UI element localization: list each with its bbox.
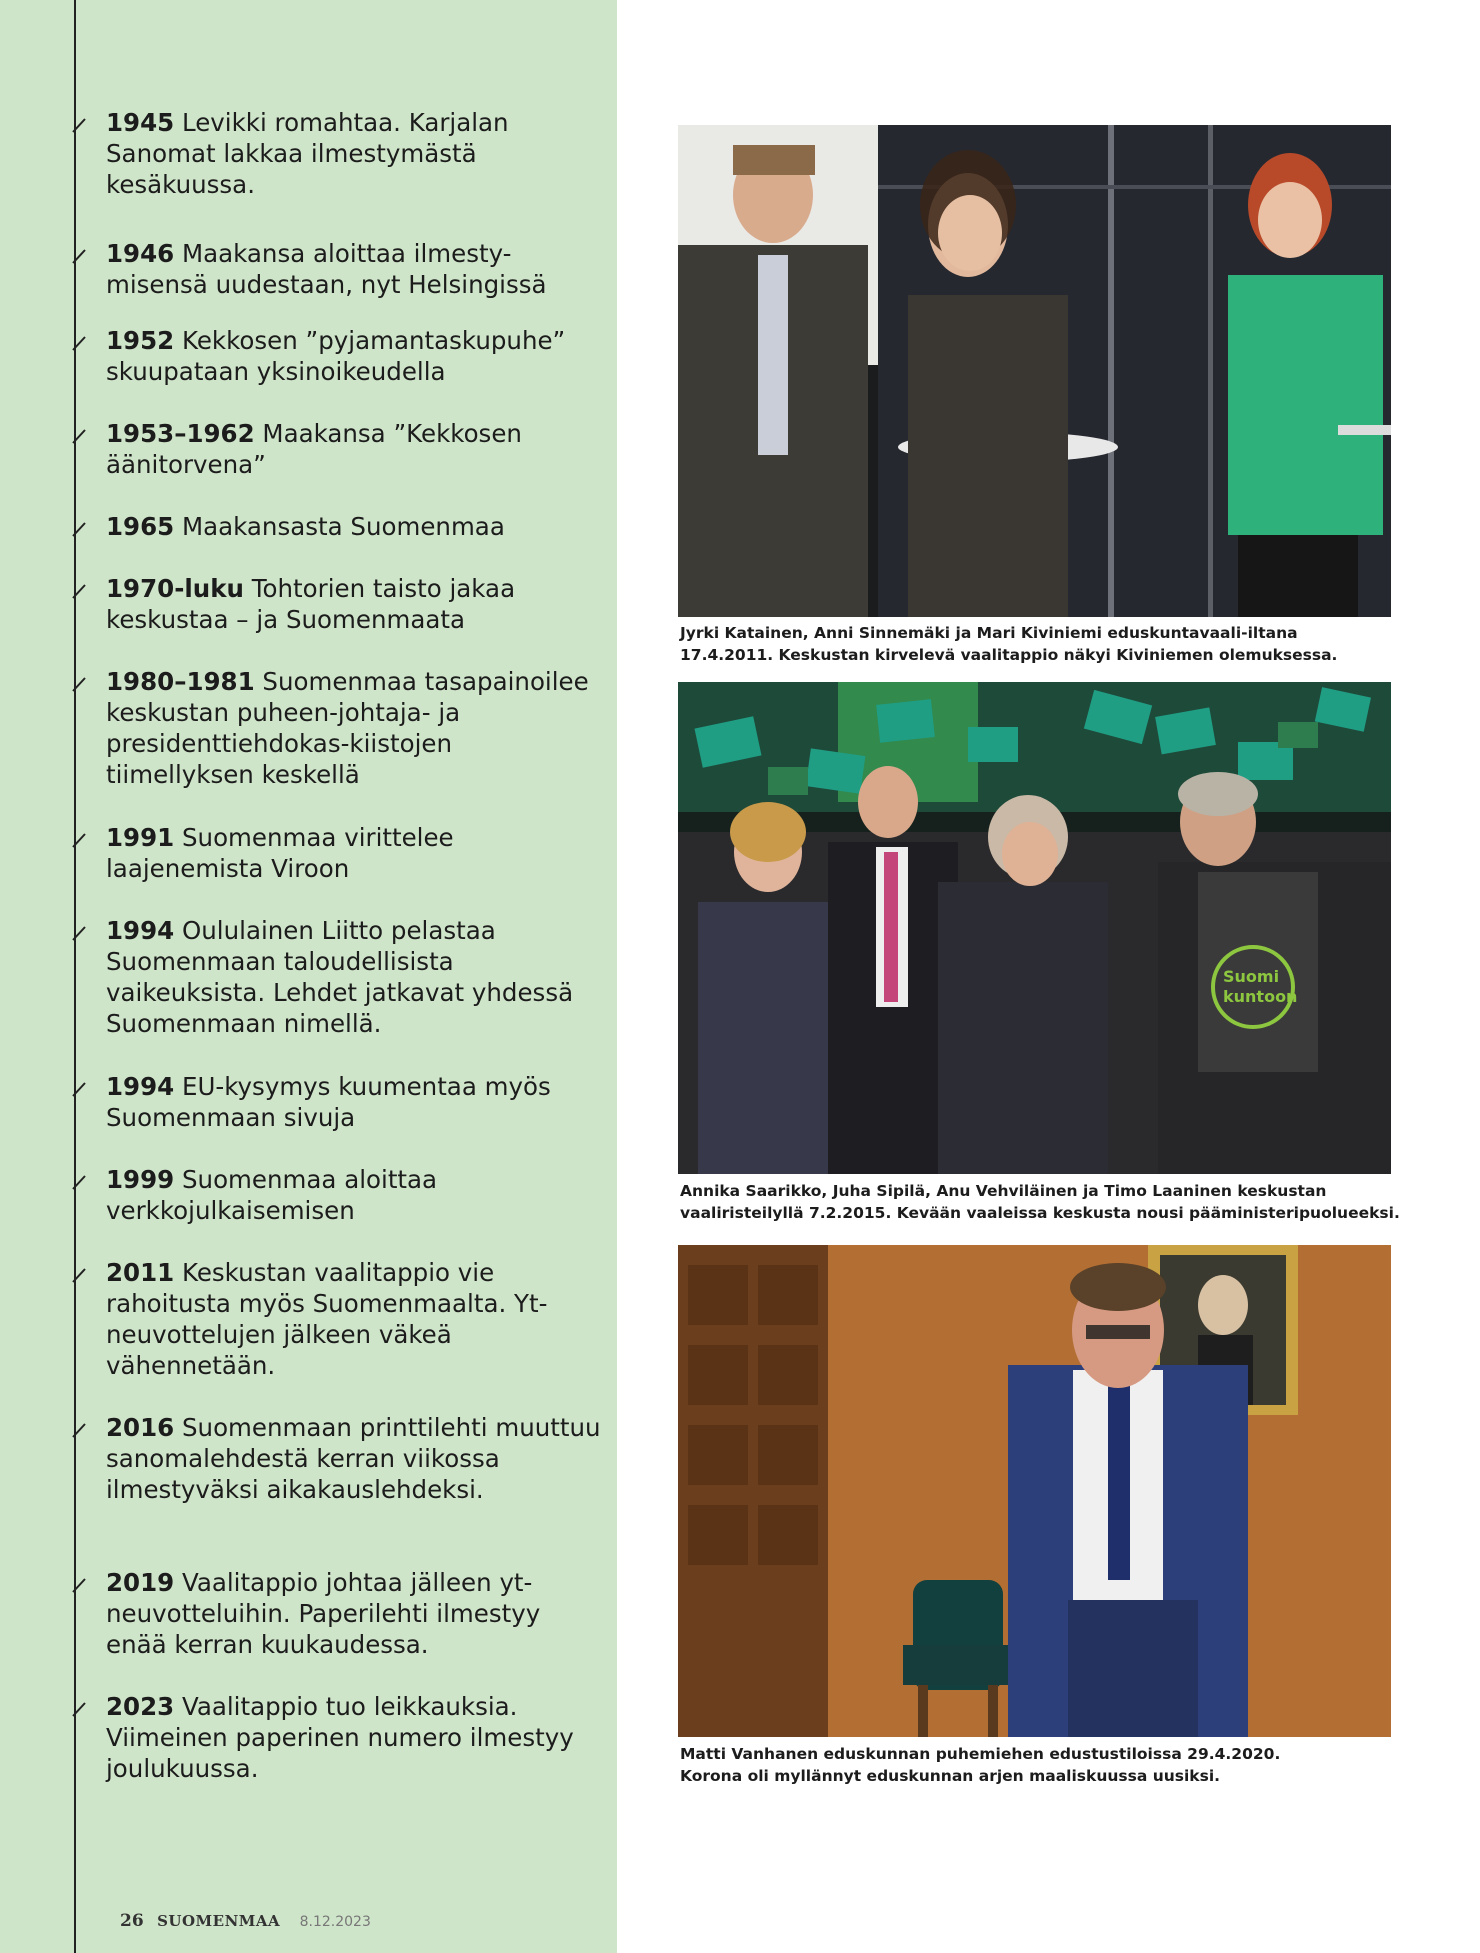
timeline-tick-icon <box>70 582 88 600</box>
timeline-entry <box>106 107 606 200</box>
timeline-text: Levikki romahtaa. Karjalan Sanomat lakkaa ilmestymästä kesäkuussa. <box>106 108 509 199</box>
timeline-year: 1953–1962 <box>106 419 255 448</box>
timeline-tick-icon <box>70 116 88 134</box>
timeline-entry <box>106 573 606 635</box>
caption-line: Matti Vanhanen eduskunnan puhemiehen edustustiloissa 29.4.2020. <box>680 1745 1281 1763</box>
timeline-entry <box>106 1691 606 1784</box>
caption-line: Annika Saarikko, Juha Sipilä, Anu Vehviläinen ja Timo Laaninen keskustan <box>680 1182 1327 1200</box>
timeline-entry <box>106 666 606 790</box>
caption-line: vaaliristeilyllä 7.2.2015. Kevään vaaleissa keskusta nousi pääministeripuolueeksi. <box>680 1204 1400 1222</box>
timeline-text: Maakansa ”Kekkosen äänitorvena” <box>106 419 522 479</box>
timeline-tick-icon <box>70 1266 88 1284</box>
caption-line: Jyrki Katainen, Anni Sinnemäki ja Mari Kiviniemi eduskuntavaali-iltana <box>680 624 1298 642</box>
timeline-tick-icon <box>70 1080 88 1098</box>
timeline-entry <box>106 238 606 300</box>
timeline-entry <box>106 511 606 542</box>
timeline-text: Maakansasta Suomenmaa <box>174 512 505 541</box>
timeline-tick-icon <box>70 427 88 445</box>
page-footer <box>120 1911 371 1931</box>
timeline-year: 1980–1981 <box>106 667 255 696</box>
timeline-year: 1946 <box>106 239 175 268</box>
magazine-name: SUOMENMAA <box>157 1912 281 1930</box>
timeline-year: 1970-luku <box>106 574 244 603</box>
timeline-tick-icon <box>70 1576 88 1594</box>
timeline-tick-icon <box>70 1421 88 1439</box>
photo-campaign-cruise-2015 <box>678 682 1391 1174</box>
caption-line: Korona oli myllännyt eduskunnan arjen maaliskuussa uusiksi. <box>680 1767 1221 1785</box>
timeline-text: Suomenmaan printtilehti muuttuu sanomalehdestä kerran viikossa ilmestyväksi aikakauslehdeksi. <box>106 1413 601 1504</box>
timeline-tick-icon <box>70 1700 88 1718</box>
timeline-text: Suomenmaa tasapainoilee keskustan puheen-johtaja- ja presidenttiehdokas-kiistojen tiimellyksen keskellä <box>106 667 589 789</box>
timeline-text: Suomenmaa virittelee laajenemista Viroon <box>106 823 454 883</box>
timeline-tick-icon <box>70 334 88 352</box>
timeline-text: Kekkosen ”pyjamantaskupuhe” skuupataan yksinoikeudella <box>106 326 566 386</box>
timeline-text: Vaalitappio tuo leikkauksia. Viimeinen paperinen numero ilmestyy joulukuussa. <box>106 1692 574 1783</box>
timeline-text: Tohtorien taisto jakaa keskustaa – ja Suomenmaata <box>106 574 516 634</box>
timeline-entry <box>106 1164 606 1226</box>
timeline-entry <box>106 915 606 1039</box>
photo-caption-2 <box>680 1180 1400 1224</box>
timeline-text: Keskustan vaalitappio vie rahoitusta myös Suomenmaalta. Yt-neuvottelujen jälkeen väkeä vähennetään. <box>106 1258 548 1380</box>
timeline-tick-icon <box>70 520 88 538</box>
timeline-tick-icon <box>70 831 88 849</box>
timeline-text: Oululainen Liitto pelastaa Suomenmaan taloudellisista vaikeuksista. Lehdet jatkavat yhdessä Suomenmaan nimellä. <box>106 916 574 1038</box>
timeline-text: EU-kysymys kuumentaa myös Suomenmaan sivuja <box>106 1072 551 1132</box>
photo-caption-1 <box>680 622 1400 666</box>
timeline-tick-icon <box>70 247 88 265</box>
timeline-tick-icon <box>70 924 88 942</box>
timeline-entry <box>106 822 606 884</box>
timeline-text: Vaalitappio johtaa jälleen yt-neuvotteluihin. Paperilehti ilmestyy enää kerran kuukaudessa. <box>106 1568 541 1659</box>
caption-line: 17.4.2011. Keskustan kirvelevä vaalitappio näkyi Kiviniemen olemuksessa. <box>680 646 1338 664</box>
timeline-year: 1999 <box>106 1165 175 1194</box>
timeline-year: 1945 <box>106 108 175 137</box>
issue-date: 8.12.2023 <box>299 1914 371 1930</box>
timeline-line <box>74 0 76 1953</box>
timeline-entry <box>106 1412 606 1505</box>
timeline-text: Maakansa aloittaa ilmesty-misensä uudestaan, nyt Helsingissä <box>106 239 547 299</box>
svg-text:Suomi: Suomi <box>1223 967 1280 986</box>
timeline-year: 2011 <box>106 1258 175 1287</box>
timeline-year: 1991 <box>106 823 175 852</box>
timeline-entry <box>106 1567 606 1660</box>
page-number: 26 <box>120 1911 144 1931</box>
photo-speaker-residence-2020 <box>678 1245 1391 1737</box>
timeline-year: 1952 <box>106 326 175 355</box>
timeline-tick-icon <box>70 675 88 693</box>
timeline-year: 2019 <box>106 1568 175 1597</box>
timeline-year: 1994 <box>106 916 175 945</box>
timeline-tick-icon <box>70 1173 88 1191</box>
timeline-entry <box>106 418 606 480</box>
timeline-year: 1965 <box>106 512 175 541</box>
photo-caption-3 <box>680 1743 1400 1787</box>
timeline-text: Suomenmaa aloittaa verkkojulkaisemisen <box>106 1165 438 1225</box>
timeline-year: 2016 <box>106 1413 175 1442</box>
svg-text:kuntoon: kuntoon <box>1223 987 1298 1006</box>
timeline-entry <box>106 1071 606 1133</box>
timeline-entry <box>106 325 606 387</box>
timeline-entry <box>106 1257 606 1381</box>
timeline-year: 2023 <box>106 1692 175 1721</box>
photo-election-night-2011 <box>678 125 1391 617</box>
timeline-year: 1994 <box>106 1072 175 1101</box>
